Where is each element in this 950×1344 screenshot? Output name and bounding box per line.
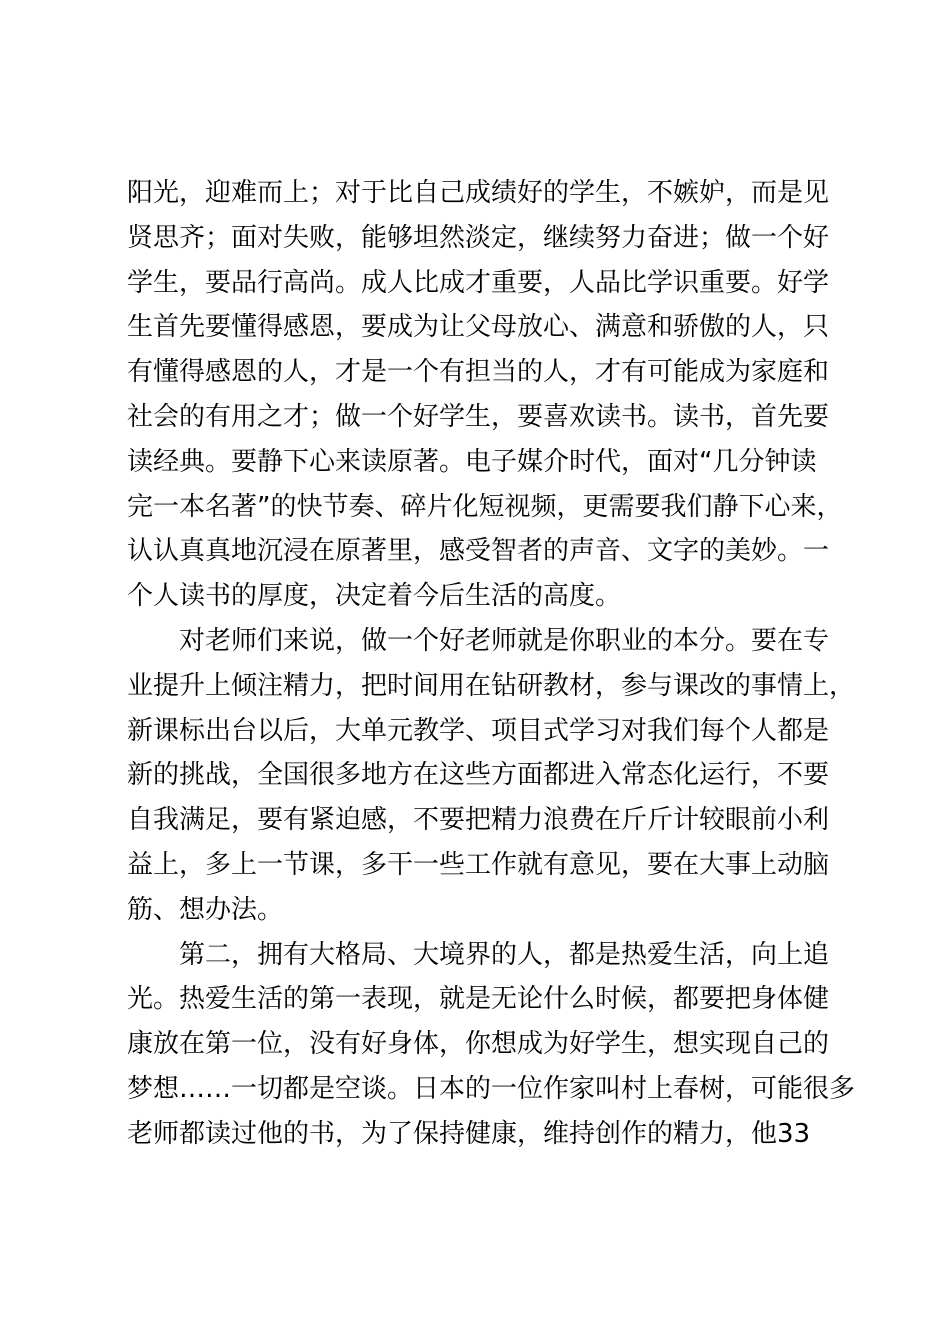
text-line: 学生，要品行高尚。成人比成才重要，人品比学识重要。好学 — [127, 267, 830, 298]
text-line: 业提升上倾注精力，把时间用在钻研教材，参与课改的事情上， — [127, 670, 856, 701]
text-line: 对老师们来说，做一个好老师就是你职业的本分。要在专 — [127, 625, 830, 656]
text-line: 读经典。要静下心来读原著。电子媒介时代，面对“几分钟读 — [127, 446, 817, 477]
text-line: 阳光，迎难而上；对于比自己成绩好的学生，不嫉妒，而是见 — [127, 178, 830, 208]
text-line: 自我满足，要有紧迫感，不要把精力浪费在斤斤计较眼前小利 — [127, 805, 830, 836]
text-line: 第二，拥有大格局、大境界的人，都是热爱生活，向上追 — [127, 939, 830, 970]
text-line: 完一本名著”的快节奏、碎片化短视频，更需要我们静下心来， — [127, 491, 843, 522]
text-line: 贤思齐；面对失败，能够坦然淡定，继续努力奋进；做一个好 — [127, 222, 830, 253]
body-text — [127, 171, 856, 1157]
text-line: 梦想……一切都是空谈。日本的一位作家叫村上春树，可能很多 — [127, 1073, 856, 1104]
text-line: 老师都读过他的书，为了保持健康，维持创作的精力，他33 — [127, 1118, 811, 1149]
text-line: 有懂得感恩的人，才是一个有担当的人，才有可能成为家庭和 — [127, 357, 830, 388]
text-line: 认认真真地沉浸在原著里，感受智者的声音、文字的美妙。一 — [127, 536, 830, 567]
text-line: 光。热爱生活的第一表现，就是无论什么时候，都要把身体健 — [127, 984, 830, 1015]
text-line: 益上，多上一节课，多干一些工作就有意见，要在大事上动脑 — [127, 849, 830, 880]
text-line: 新课标出台以后，大单元教学、项目式学习对我们每个人都是 — [127, 715, 830, 746]
text-line: 筋、想办法。 — [127, 894, 284, 925]
text-line: 康放在第一位，没有好身体，你想成为好学生，想实现自己的 — [127, 1029, 830, 1060]
text-line: 生首先要懂得感恩，要成为让父母放心、满意和骄傲的人，只 — [127, 312, 830, 343]
text-line: 新的挑战，全国很多地方在这些方面都进入常态化运行，不要 — [127, 760, 830, 791]
text-line: 社会的有用之才；做一个好学生，要喜欢读书。读书，首先要 — [127, 401, 830, 432]
text-line: 个人读书的厚度，决定着今后生活的高度。 — [127, 581, 622, 612]
